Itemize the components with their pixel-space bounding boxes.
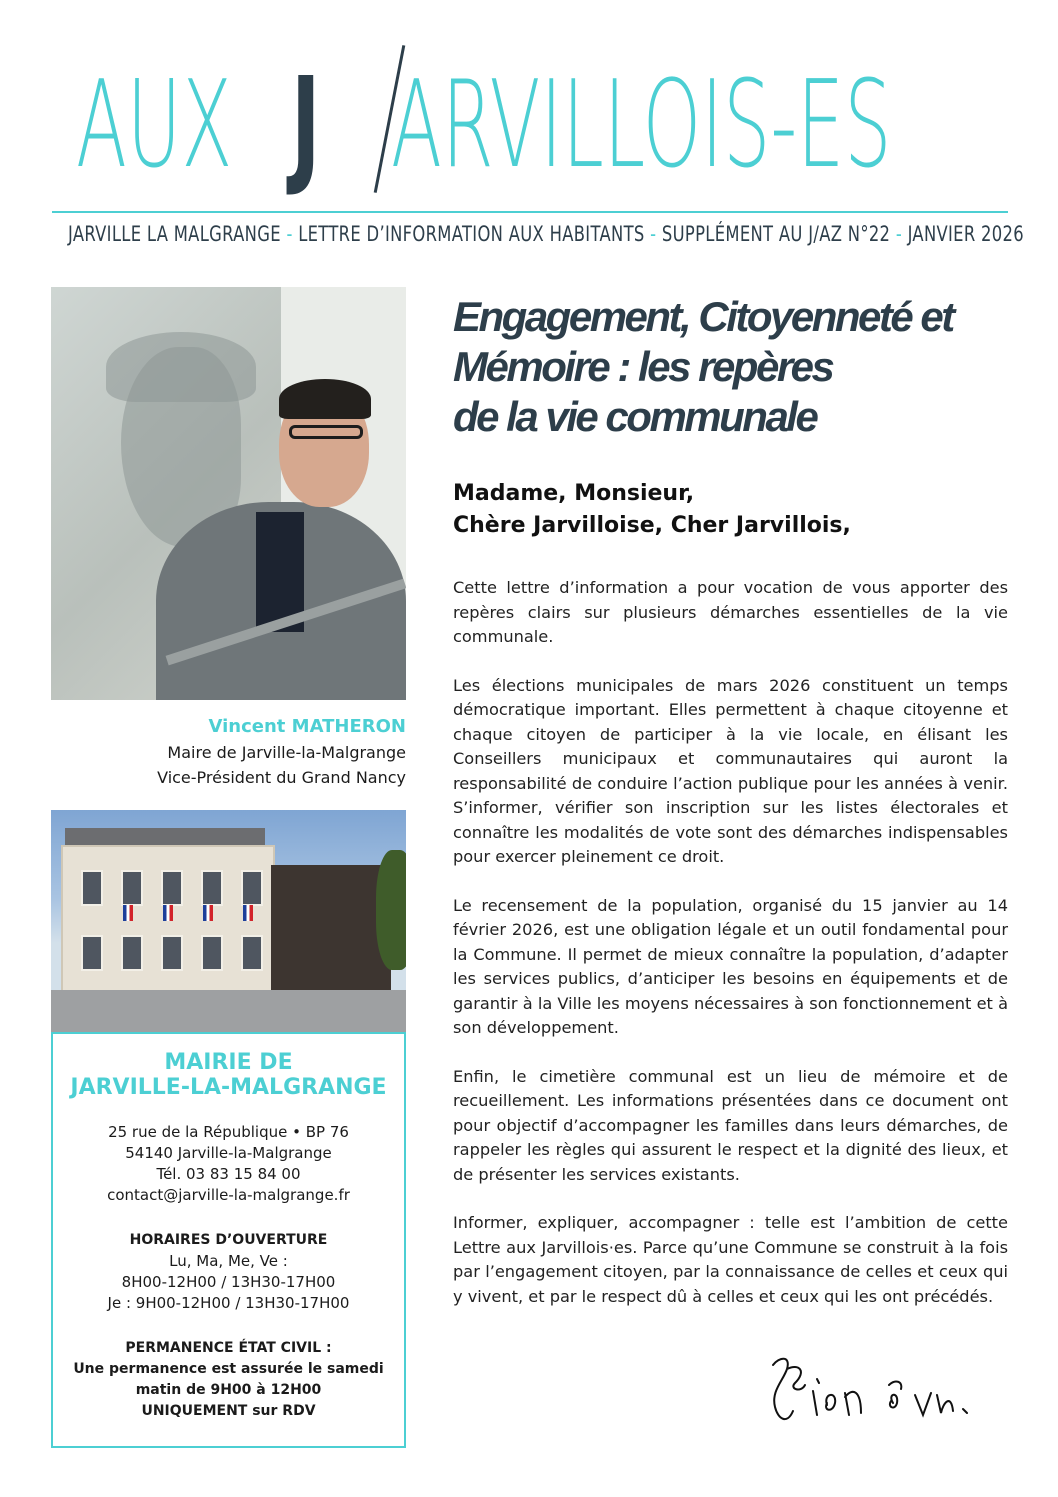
french-flag (123, 905, 133, 921)
headline-line: Engagement, Citoyenneté et (453, 293, 953, 340)
headline-line: Mémoire : les repères (453, 343, 833, 390)
window (201, 935, 223, 971)
mairie-title: MAIRIE DE (164, 1050, 293, 1075)
permanence-title: PERMANENCE ÉTAT CIVIL : (125, 1340, 332, 1356)
masthead-title: ARVILLOIS-ES (391, 56, 892, 195)
subline-letter: LETTRE D’INFORMATION AUX HABITANTS (298, 222, 645, 246)
mayor-role: Maire de Jarville-la-Malgrange (167, 743, 406, 762)
mairie-address: 25 rue de la République • BP 76 (108, 1123, 349, 1141)
article-paragraph: Informer, expliquer, accompagner : telle est l’ambition de cette Lettre aux Jarvillois·es. Parce qu’une Commune se construit à la fois par l’engagement citoyen, par la connaissance de celles et ceux qui y vivent, et par le respect dû à celles et ceux qui les ont précédés. (453, 1213, 1008, 1306)
mairie-title-town: JARVILLE-LA-MALGRANGE (70, 1075, 387, 1100)
mayor-name: Vincent MATHERON (208, 716, 406, 737)
window (81, 870, 103, 906)
permanence-appointment: UNIQUEMENT sur RDV (141, 1403, 316, 1419)
article-paragraph: Cette lettre d’information a pour vocation de vous apporter des repères clairs sur plusieurs démarches essentielles de la vie communale. (453, 578, 1008, 646)
mairie-postcode: 54140 Jarville-la-Malgrange (125, 1144, 332, 1162)
window (121, 935, 143, 971)
window (241, 870, 263, 906)
window (241, 935, 263, 971)
subline-separator: - (286, 222, 293, 246)
subline-separator: - (895, 222, 903, 246)
subline-date: JANVIER 2026 (907, 222, 1024, 246)
mayor-caption (51, 714, 406, 790)
article-body (453, 576, 1008, 1333)
window (121, 870, 143, 906)
window (201, 870, 223, 906)
townhall-building (61, 845, 275, 999)
salutation-line: Madame, Monsieur, (453, 481, 695, 506)
headline-line: de la vie communale (453, 393, 817, 440)
townhall-plaza (51, 990, 406, 1032)
article-paragraph: Les élections municipales de mars 2026 constituent un temps démocratique important. Elles permettent à chaque citoyenne et chaque citoyen de participer à la vie locale, en élisant les Conseillers municipaux et communautaires qui auront la responsabilité de conduire l’action publique pour les années à venir. S’informer, vérifier son inscription sur les listes électorales et connaître les modalités de vote sont des démarches indispensables pour exercer pleinement ce droit. (453, 675, 1008, 866)
mayor-role-secondary: Vice-Président du Grand Nancy (157, 768, 406, 787)
salutation (453, 478, 1013, 542)
french-flag (243, 905, 253, 921)
masthead-subline (68, 222, 1024, 246)
permanence-time: matin de 9H00 à 12H00 (135, 1382, 322, 1398)
hours-times: 8H00-12H00 / 13H30-17H00 (121, 1273, 336, 1291)
mairie-infobox (51, 1032, 406, 1448)
mairie-phone[interactable]: Tél. 03 83 15 84 00 (156, 1165, 301, 1183)
mairie-email[interactable]: contact@jarville-la-malgrange.fr (107, 1186, 350, 1204)
hours-days: Lu, Ma, Me, Ve : (169, 1252, 288, 1270)
hours-title: HORAIRES D’OUVERTURE (129, 1232, 328, 1248)
article-paragraph: Le recensement de la population, organisé du 15 janvier au 14 février 2026, est une obligation légale et un outil fondamental pour la Commune. Il permet de mieux connaître la population, d’adapter les services publics, d’anticiper les besoins en équipements et de garantir à la Ville les moyens nécessaires à son fonctionnement et à son développement. (453, 895, 1008, 1037)
french-flag (163, 905, 173, 921)
townhall-modern-wing (271, 865, 391, 995)
tree (376, 850, 406, 970)
masthead-aux: AUX (76, 56, 233, 195)
window (161, 870, 183, 906)
masthead-j-letter: J (291, 51, 321, 200)
window (161, 935, 183, 971)
article-headline (453, 292, 1013, 442)
mayor-photo (51, 287, 406, 700)
subline-supplement: SUPPLÉMENT AU J/AZ N°22 (661, 222, 891, 246)
window (81, 935, 103, 971)
masthead-rule (52, 211, 1008, 213)
masthead (58, 44, 1008, 200)
handwritten-signature (765, 1345, 985, 1435)
hours-thursday: Je : 9H00-12H00 / 13H30-17H00 (107, 1294, 350, 1312)
subline-town: JARVILLE LA MALGRANGE (68, 222, 281, 246)
permanence-text: Une permanence est assurée le samedi (73, 1361, 384, 1377)
subline-separator: - (650, 222, 657, 246)
article-paragraph: Enfin, le cimetière communal est un lieu de mémoire et de recueillement. Les informations présentées dans ce document ont pour objectif d’accompagner les familles dans leurs démarches, de rappeler les règles qui assurent le respect et la dignité des lieux, et de présenter les services existants. (453, 1066, 1008, 1184)
mayor-glasses (289, 425, 363, 439)
mayor-hair (279, 379, 371, 419)
salutation-line: Chère Jarvilloise, Cher Jarvillois, (453, 513, 851, 538)
townhall-photo (51, 810, 406, 1032)
french-flag (203, 905, 213, 921)
